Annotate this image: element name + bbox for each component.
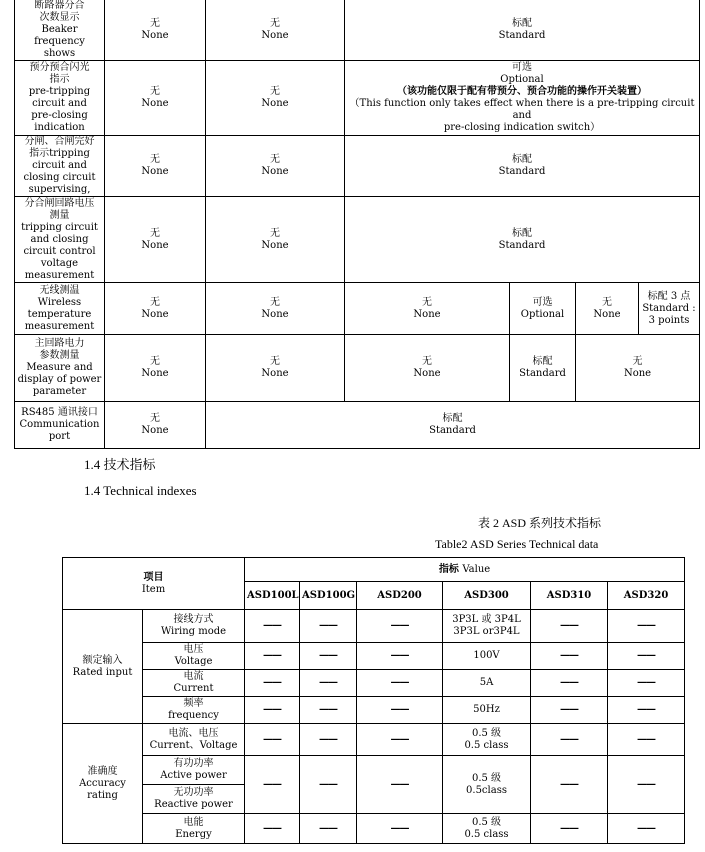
value-cell: 无 None <box>105 197 206 283</box>
feature-cell: 断路器分合 次数显示 Beaker frequency shows <box>15 0 105 61</box>
item-header: 项目 Item <box>63 558 245 610</box>
table-row <box>63 643 685 670</box>
model-header: ASD100G <box>300 582 357 610</box>
table-row <box>63 670 685 697</box>
dash-cell: —— <box>245 643 300 670</box>
dash-cell: —— <box>300 814 357 844</box>
value-cell: 无 None <box>576 335 700 402</box>
asd300-value: 0.5 级 0.5 class <box>443 814 531 844</box>
value-cell: 标配 3 点 Standard : 3 points <box>639 283 700 335</box>
asd300-value: 5A <box>443 670 531 697</box>
table-caption-cn: 表 2 ASD 系列技术指标 <box>478 516 602 530</box>
model-header: ASD320 <box>608 582 685 610</box>
dash-cell: —— <box>608 643 685 670</box>
dash-cell: —— <box>531 643 608 670</box>
value-cell: 无 None <box>105 136 206 197</box>
table-row <box>63 724 685 756</box>
dash-cell: —— <box>608 814 685 844</box>
dash-cell: —— <box>531 814 608 844</box>
value-cell: 标配 Standard <box>345 0 700 61</box>
value-cell: 无 None <box>345 335 510 402</box>
dash-cell: —— <box>608 697 685 724</box>
value-cell: 无 None <box>206 61 345 136</box>
dash-cell: —— <box>300 756 357 814</box>
asd300-value: 100V <box>443 643 531 670</box>
param-label-active: 有功功率 Active power <box>143 756 244 785</box>
dash-cell: —— <box>608 670 685 697</box>
dash-cell: —— <box>531 670 608 697</box>
table-row <box>15 402 700 449</box>
dash-cell: —— <box>357 814 443 844</box>
param-label: 电流、电压 Current、Voltage <box>143 724 245 756</box>
value-cell: 标配 Standard <box>510 335 576 402</box>
dash-cell: —— <box>300 643 357 670</box>
config-table <box>14 0 700 449</box>
table-caption-en: Table2 ASD Series Technical data <box>435 537 599 551</box>
table-row <box>15 61 700 136</box>
feature-cell: 分合闸回路电压 测量 tripping circuit and closing circuit control voltage measurement <box>15 197 105 283</box>
dash-cell: —— <box>245 724 300 756</box>
dash-cell: —— <box>608 724 685 756</box>
table-row <box>15 0 700 61</box>
dash-cell: —— <box>245 756 300 814</box>
param-label: 频率 frequency <box>143 697 245 724</box>
dash-cell: —— <box>245 814 300 844</box>
value-cell: 无 None <box>576 283 639 335</box>
dash-cell: —— <box>300 724 357 756</box>
dash-cell: —— <box>531 756 608 814</box>
feature-cell: RS485 通讯接口 Communication port <box>15 402 105 449</box>
asd300-value: 0.5 级 0.5class <box>443 756 531 814</box>
table-row <box>15 197 700 283</box>
param-label: 电能 Energy <box>143 814 245 844</box>
model-header: ASD310 <box>531 582 608 610</box>
param-label-reactive: 无功功率 Reactive power <box>154 787 233 810</box>
param-label <box>143 756 245 814</box>
value-cell: 无 None <box>105 335 206 402</box>
dash-cell: —— <box>531 697 608 724</box>
value-cell: 可选 Optional <box>510 283 576 335</box>
param-label: 电压 Voltage <box>143 643 245 670</box>
value-cell: 无 None <box>206 283 345 335</box>
table-header-row <box>63 558 685 582</box>
dash-cell: —— <box>357 643 443 670</box>
dash-cell: —— <box>608 610 685 643</box>
dash-cell: —— <box>245 697 300 724</box>
value-cell: 无 None <box>105 402 206 449</box>
feature-cell: 无线测温 Wireless temperature measurement <box>15 283 105 335</box>
value-cell: 无 None <box>345 283 510 335</box>
feature-cell: 分闸、合闸完好 指示tripping circuit and closing circuit supervising, <box>15 136 105 197</box>
value-cell: 无 None <box>206 136 345 197</box>
table-row <box>63 610 685 643</box>
dash-cell: —— <box>357 756 443 814</box>
model-header: ASD300 <box>443 582 531 610</box>
value-cell: 无 None <box>105 0 206 61</box>
model-header: ASD200 <box>357 582 443 610</box>
table-row <box>63 814 685 844</box>
value-cell: 标配 Standard <box>345 136 700 197</box>
value-cell: 无 None <box>206 197 345 283</box>
dash-cell: —— <box>300 670 357 697</box>
value-cell: 无 None <box>206 335 345 402</box>
asd300-value: 3P3L 或 3P4L 3P3L or3P4L <box>443 610 531 643</box>
feature-cell: 主回路电力 参数测量 Measure and display of power parameter <box>15 335 105 402</box>
group-label: 额定输入 Rated input <box>63 610 143 724</box>
dash-cell: —— <box>245 610 300 643</box>
value-cell: 无 None <box>105 61 206 136</box>
table-row <box>15 283 700 335</box>
value-cell: 可选 Optional （该功能仅限于配有带预分、预合功能的操作开关装置） （This function only takes effect when there is a pre-tripping circuit and pre-closing indication switch） <box>345 61 700 136</box>
dash-cell: —— <box>357 670 443 697</box>
asd300-value: 0.5 级 0.5 class <box>443 724 531 756</box>
feature-cell: 预分预合闪光 指示 pre-tripping circuit and pre-closing indication <box>15 61 105 136</box>
tech-table <box>62 557 685 844</box>
dash-cell: —— <box>531 724 608 756</box>
param-label: 电流 Current <box>143 670 245 697</box>
dash-cell: —— <box>300 697 357 724</box>
group-label: 准确度 Accuracy rating <box>63 724 143 844</box>
section-heading-cn: 1.4 技术指标 <box>84 457 156 472</box>
value-cell: 标配 Standard <box>345 197 700 283</box>
value-header: 指标 Value <box>245 558 685 582</box>
value-cell: 无 None <box>105 283 206 335</box>
table-row <box>63 756 685 814</box>
dash-cell: —— <box>608 756 685 814</box>
dash-cell: —— <box>357 610 443 643</box>
asd300-value: 50Hz <box>443 697 531 724</box>
dash-cell: —— <box>300 610 357 643</box>
table-row <box>63 697 685 724</box>
dash-cell: —— <box>245 670 300 697</box>
section-heading-en: 1.4 Technical indexes <box>84 483 197 498</box>
value-cell: 标配 Standard <box>206 402 700 449</box>
table-row <box>15 335 700 402</box>
table-row <box>15 136 700 197</box>
param-label: 接线方式 Wiring mode <box>143 610 245 643</box>
dash-cell: —— <box>357 697 443 724</box>
model-header: ASD100L <box>245 582 300 610</box>
dash-cell: —— <box>357 724 443 756</box>
dash-cell: —— <box>531 610 608 643</box>
value-cell: 无 None <box>206 0 345 61</box>
